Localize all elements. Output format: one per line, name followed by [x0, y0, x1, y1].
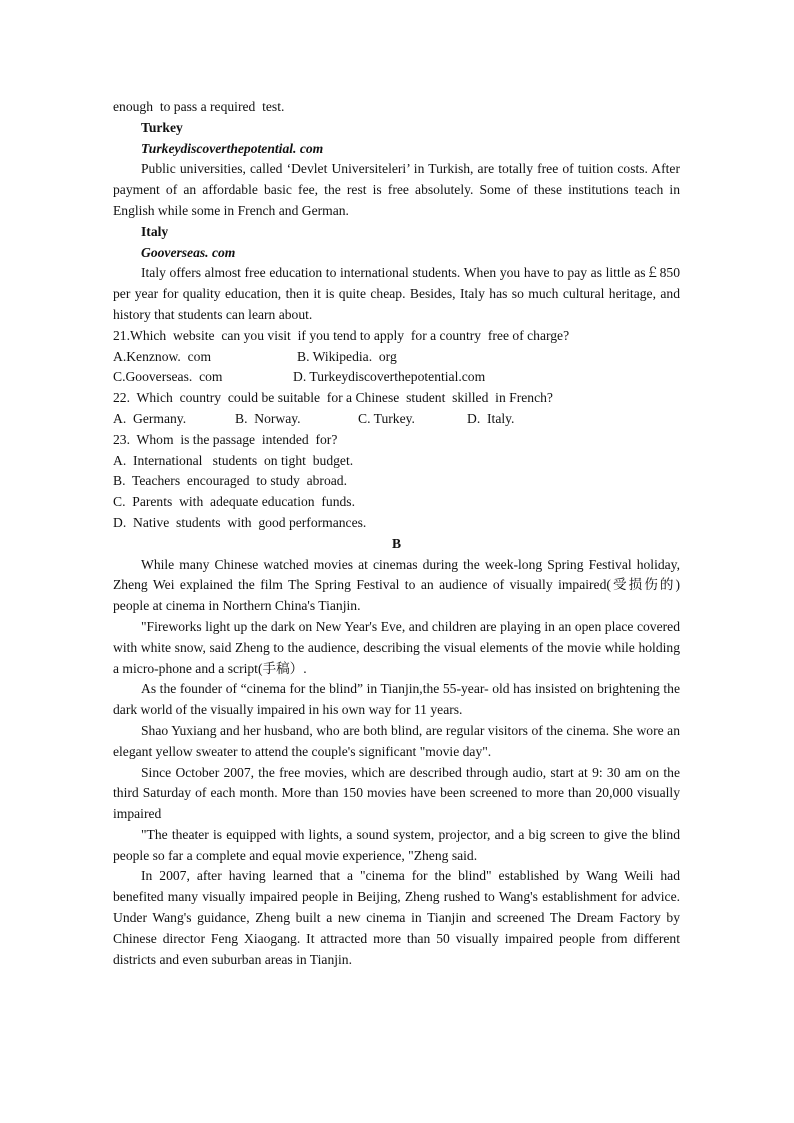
paragraph-turkey: Public universities, called ‘Devlet Universiteleri’ in Turkish, are totally free of tuition costs. After payment of an affordable basic fee, the rest is free absolutely. Some of these institutions teach in English while some in French and German.: [113, 161, 680, 218]
option-22c: C. Turkey.: [358, 410, 415, 426]
question-23-stem: 23. Whom is the passage intended for?: [113, 431, 338, 447]
paragraph-b-5: Since October 2007, the free movies, which are described through audio, start at 9: 30 am on the third Saturday of each month. More than 150 movies have been screened to more than 20,000 visually impaired: [113, 764, 680, 822]
website-turkey: Turkeydiscoverthepotential. com: [141, 140, 324, 156]
paragraph-b-1: While many Chinese watched movies at cinemas during the week-long Spring Festival holiday, Zheng Wei explained the film The Spring Festival to an audience of visually impaired(受损伤的) people at cinema in Northern China's Tianjin.: [113, 556, 680, 614]
country-heading-italy: Italy: [141, 223, 169, 239]
option-23d: D. Native students with good performances.: [113, 514, 367, 530]
question-22-stem: 22. Which country could be suitable for a Chinese student skilled in French?: [113, 390, 553, 406]
document-page: [113, 97, 680, 970]
paragraph-b-4: Shao Yuxiang and her husband, who are both blind, are regular visitors of the cinema. She wore an elegant yellow sweater to attend the couple's significant "movie day".: [113, 722, 680, 759]
option-23c: C. Parents with adequate education funds.: [113, 494, 355, 510]
option-22a: A. Germany.: [113, 410, 187, 426]
question-21-options-row1: [113, 347, 680, 368]
option-21c: C.Gooverseas. com: [113, 369, 223, 385]
country-heading-turkey: Turkey: [141, 119, 183, 135]
paragraph-b-3: As the founder of “cinema for the blind” in Tianjin,the 55-year- old has insisted on brightening the dark world of the visually impaired in his own way for 11 years.: [113, 681, 680, 718]
option-21b: B. Wikipedia. org: [297, 348, 397, 364]
option-23a: A. International students on tight budget.: [113, 452, 354, 468]
paragraph-b-7: In 2007, after having learned that a "cinema for the blind" established by Wang Weili had benefited many visually impaired people in Beijing, Zheng rushed to Wang's establishment for advice. Under Wang's guidance, Zheng built a new cinema in Tianjin and screened The Dream Factory by Chinese director Feng Xiaogang. It attracted more than 50 visually impaired people from different districts and even suburban areas in Tianjin.: [113, 868, 680, 967]
question-21-stem: 21.Which website can you visit if you tend to apply for a country free of charge?: [113, 327, 570, 343]
option-23b: B. Teachers encouraged to study abroad.: [113, 473, 347, 489]
option-21a: A.Kenznow. com: [113, 348, 212, 364]
website-italy: Gooverseas. com: [141, 244, 236, 260]
option-21d: D. Turkeydiscoverthepotential.com: [293, 369, 486, 385]
option-22d: D. Italy.: [467, 410, 515, 426]
option-22b: B. Norway.: [235, 410, 301, 426]
paragraph-b-6: "The theater is equipped with lights, a sound system, projector, and a big screen to give the blind people so far a complete and equal movie experience, "Zheng said.: [113, 826, 680, 863]
intro-tail-text: enough to pass a required test.: [113, 99, 285, 114]
paragraph-italy: Italy offers almost free education to international students. When you have to pay as little as￡850 per year for quality education, then it is quite cheap. Besides, Italy has so much cultural heritage, and history that students can learn about.: [113, 265, 680, 322]
question-21-options-row2: [113, 367, 680, 388]
paragraph-b-2: "Fireworks light up the dark on New Year's Eve, and children are playing in an open place covered with white snow, said Zheng to the audience, describing the visual elements of the movie while holding a micro-phone and a script(手稿）.: [113, 618, 680, 676]
question-22-options: [113, 409, 680, 430]
section-b-heading: B: [391, 535, 402, 551]
